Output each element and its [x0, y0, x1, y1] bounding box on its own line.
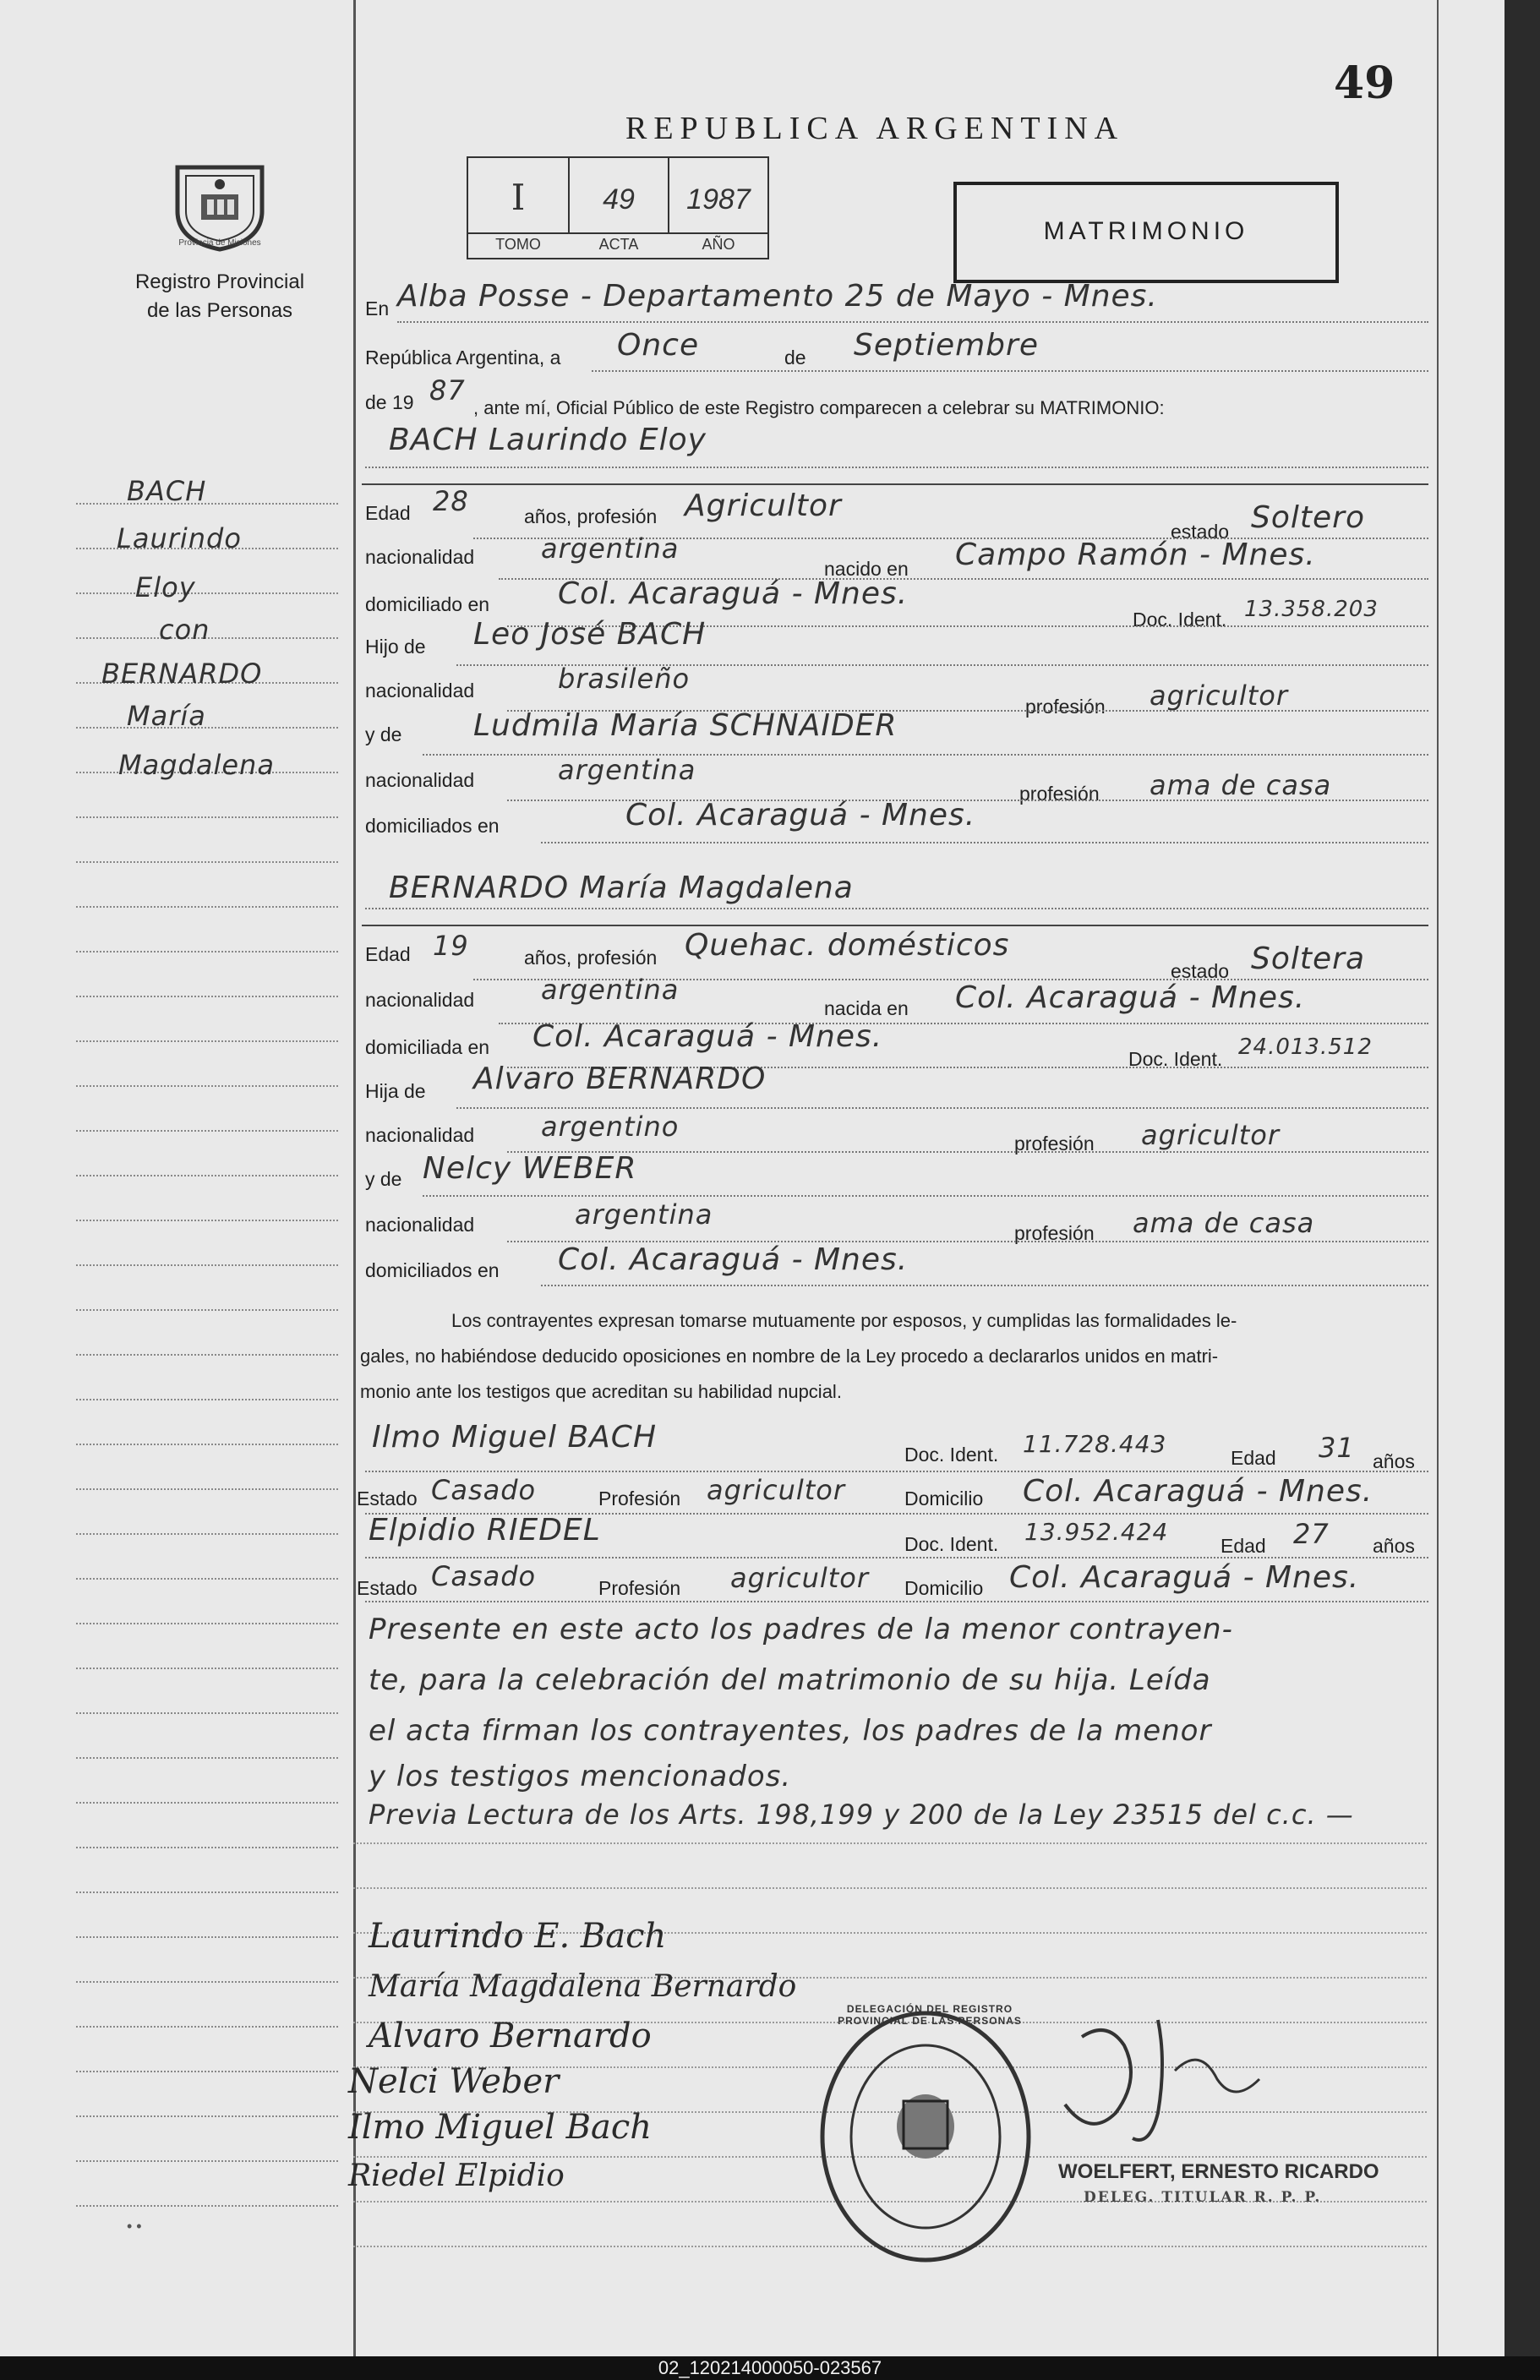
signature-5: Ilmo Miguel Bach	[348, 2108, 653, 2147]
groom-hijo-label: Hijo de	[365, 636, 426, 658]
witness1-line	[365, 1471, 1428, 1472]
bride-parents-dom-line	[541, 1285, 1428, 1286]
signature-3: Alvaro Bernardo	[369, 2017, 652, 2055]
registry-name-line2: de las Personas	[146, 299, 293, 322]
bride-separator	[362, 925, 1428, 926]
year-suffix: 87	[429, 374, 466, 407]
right-margin-rule	[1437, 0, 1439, 2356]
bride-hija-label: Hija de	[365, 1080, 426, 1102]
groom-dom-label: domiciliado en	[365, 593, 490, 615]
margin-ruled-line	[76, 2160, 338, 2162]
bride-father-nac-label: nacionalidad	[365, 1124, 475, 1146]
bride-yde-label: y de	[365, 1168, 402, 1190]
groom-nacido-label: nacido en	[824, 558, 909, 580]
margin-ruled-line	[76, 1399, 338, 1400]
witness2-doc: 13.952.424	[1024, 1518, 1169, 1546]
margin-ruled-line	[76, 1533, 338, 1535]
bride-mother-prof: ama de casa	[1133, 1207, 1315, 1239]
groom-anos-profesion-label: años, profesión	[524, 505, 658, 527]
note-line-1: Presente en este acto los padres de la menor contrayen-	[369, 1613, 1233, 1646]
groom-nac-label: nacionalidad	[365, 546, 475, 568]
margin-ruled-line	[76, 1936, 338, 1938]
date-line	[592, 370, 1428, 372]
acta-label: ACTA	[598, 236, 639, 253]
groom-father: Leo José BACH	[473, 617, 707, 652]
declaration-line-3: monio ante los testigos que acreditan su habilidad nupcial.	[360, 1381, 842, 1402]
bride-profesion: Quehac. domésticos	[685, 928, 1010, 963]
groom-doc: 13.358.203	[1244, 597, 1379, 622]
record-number-box	[467, 156, 769, 259]
margin-ruled-line	[76, 996, 338, 997]
official-title: DELEG. TITULAR R. P. P.	[1084, 2189, 1322, 2206]
witness2-anos-label: años	[1373, 1535, 1415, 1557]
day: Once	[617, 328, 700, 363]
intro-text: , ante mí, Oficial Público de este Registro comparecen a celebrar su MATRIMONIO:	[473, 397, 1165, 418]
groom-yde-label: y de	[365, 723, 402, 745]
margin-ruled-line	[76, 1668, 338, 1669]
bride-father-nac-line	[507, 1151, 1428, 1153]
registry-seal-label: Provincia de Misiones	[178, 238, 261, 248]
margin-name-6: María	[127, 700, 206, 732]
bride-estado-label: estado	[1171, 960, 1230, 982]
groom-mother-nac: argentina	[558, 754, 696, 786]
witness2-estado: Casado	[431, 1560, 537, 1592]
witness1-profesion: agricultor	[707, 1474, 846, 1506]
left-margin-rule	[353, 0, 356, 2356]
margin-name-4: con	[159, 614, 210, 646]
margin-ruled-line	[76, 861, 338, 863]
stamp-text: DELEGACIÓN DEL REGISTRO PROVINCIAL DE LAS PERSONAS	[838, 2003, 1022, 2027]
witness1-profesion-label: Profesión	[598, 1488, 681, 1509]
margin-ruled-line	[76, 1175, 338, 1176]
margin-name-3: Eloy	[135, 571, 196, 603]
groom-full-name: BACH Laurindo Eloy	[389, 423, 707, 457]
witness1-edad-label: Edad	[1231, 1447, 1276, 1469]
groom-parents-dom-label: domiciliados en	[365, 815, 500, 837]
month: Septiembre	[854, 328, 1039, 363]
groom-edad: 28	[433, 485, 469, 517]
margin-ruled-line	[76, 1891, 338, 1893]
witness2-edad-label: Edad	[1221, 1535, 1266, 1557]
bride-domicilio: Col. Acaraguá - Mnes.	[532, 1019, 883, 1054]
groom-nacionalidad: argentina	[541, 532, 680, 565]
declaration-line-2: gales, no habiéndose deducido oposiciones en nombre de la Ley procedo a declararlos unidos en matri-	[360, 1346, 1219, 1367]
tomo-label: TOMO	[495, 236, 541, 253]
witness2-line	[365, 1557, 1428, 1558]
bride-father-nac: argentino	[541, 1111, 680, 1143]
bride-mother: Nelcy WEBER	[423, 1151, 637, 1186]
bride-nacida: Col. Acaraguá - Mnes.	[955, 980, 1306, 1015]
groom-father-prof-label: profesión	[1025, 696, 1106, 718]
bride-father: Alvaro BERNARDO	[473, 1062, 767, 1096]
margin-ruled-line	[76, 2115, 338, 2117]
place: Alba Posse - Departamento 25 de Mayo - Mnes.	[397, 279, 1158, 314]
witness2-domicilio: Col. Acaraguá - Mnes.	[1009, 1560, 1360, 1595]
witness1-domicilio: Col. Acaraguá - Mnes.	[1023, 1474, 1373, 1509]
margin-ruled-line	[76, 727, 338, 729]
margin-ruled-line	[76, 1130, 338, 1132]
witness2-doc-label: Doc. Ident.	[904, 1533, 999, 1555]
de-year-prefix: de 19	[365, 391, 414, 413]
margin-ruled-line	[76, 1802, 338, 1804]
groom-father-nac: brasileño	[558, 663, 691, 695]
witness2-profesion-label: Profesión	[598, 1577, 681, 1599]
margin-ruled-line	[76, 1847, 338, 1848]
margin-ruled-line	[76, 2205, 338, 2207]
book-binding	[1505, 0, 1540, 2356]
bride-name-line	[365, 908, 1428, 909]
witness2-line-2	[365, 1601, 1428, 1602]
note-line-4: y los testigos mencionados.	[369, 1760, 792, 1793]
bride-full-name: BERNARDO María Magdalena	[389, 871, 854, 905]
bride-mother-line	[423, 1195, 1428, 1197]
witness1-estado: Casado	[431, 1474, 537, 1506]
groom-edad-label: Edad	[365, 502, 411, 524]
margin-ruled-line	[76, 1040, 338, 1042]
signature-1: Laurindo E. Bach	[369, 1917, 667, 1956]
margin-ruled-line	[76, 592, 338, 594]
witness1-doc-label: Doc. Ident.	[904, 1444, 999, 1466]
groom-father-prof: agricultor	[1150, 680, 1289, 712]
margin-ruled-line	[76, 1309, 338, 1311]
bride-mother-nac: argentina	[575, 1198, 713, 1231]
margin-ruled-line	[76, 1757, 338, 1759]
record-type-box	[953, 182, 1339, 283]
declaration-line-1: Los contrayentes expresan tomarse mutuamente por esposos, y cumplidas las formalidades le-	[451, 1310, 1237, 1331]
bride-edad-label: Edad	[365, 943, 411, 965]
margin-ruled-line	[76, 1981, 338, 1983]
de-label: de	[784, 347, 806, 368]
margin-name-2: Laurindo	[117, 522, 242, 554]
groom-parents-dom: Col. Acaraguá - Mnes.	[625, 798, 976, 832]
margin-ruled-line	[76, 1085, 338, 1087]
bride-mother-nac-label: nacionalidad	[365, 1214, 475, 1236]
registry-name-line1: Registro Provincial	[134, 270, 305, 293]
country-title: REPUBLICA ARGENTINA	[625, 111, 1125, 146]
margin-name-7: Magdalena	[118, 749, 275, 781]
note-line-3: el acta firman los contrayentes, los padres de la menor	[369, 1714, 1212, 1748]
margin-ruled-line	[76, 1220, 338, 1221]
bride-mother-prof-label: profesión	[1014, 1222, 1095, 1244]
bride-parents-dom-label: domiciliados en	[365, 1259, 500, 1281]
groom-estado: Soltero	[1251, 500, 1365, 535]
margin-ruled-line	[76, 951, 338, 953]
witness1-name: Ilmo Miguel BACH	[372, 1420, 658, 1455]
place-line	[397, 321, 1428, 323]
margin-ruled-line	[76, 1623, 338, 1624]
bride-anos-profesion-label: años, profesión	[524, 947, 658, 969]
witness2-domicilio-label: Domicilio	[904, 1577, 984, 1599]
official-stamp-icon	[818, 2008, 1033, 2265]
witness1-domicilio-label: Domicilio	[904, 1488, 984, 1509]
witness1-anos-label: años	[1373, 1450, 1415, 1472]
witness2-name: Elpidio RIEDEL	[369, 1513, 601, 1548]
witness2-estado-label: Estado	[357, 1577, 418, 1599]
signature-6: Riedel Elpidio	[348, 2159, 565, 2193]
record-type: MATRIMONIO	[1043, 217, 1249, 245]
en-label: En	[365, 298, 390, 319]
witness1-estado-label: Estado	[357, 1488, 418, 1509]
bride-father-prof-label: profesión	[1014, 1133, 1095, 1155]
witness1-doc: 11.728.443	[1023, 1430, 1167, 1458]
groom-name-line	[365, 467, 1428, 468]
groom-profesion: Agricultor	[685, 489, 842, 523]
official-signature-icon	[1031, 2012, 1310, 2155]
groom-nacido: Campo Ramón - Mnes.	[955, 538, 1316, 572]
bride-nacionalidad: argentina	[541, 974, 680, 1006]
republica-label: República Argentina, a	[365, 347, 561, 368]
groom-mother-prof: ama de casa	[1150, 769, 1332, 801]
bride-dom-label: domiciliada en	[365, 1036, 490, 1058]
margin-ruled-line	[76, 1488, 338, 1490]
bride-doc-label: Doc. Ident.	[1128, 1048, 1223, 1070]
margin-name-1: BACH	[127, 475, 207, 507]
left-footer-mark: • •	[127, 2218, 142, 2235]
groom-parents-dom-line	[541, 842, 1428, 843]
groom-father-nac-label: nacionalidad	[365, 680, 475, 701]
groom-doc-label: Doc. Ident.	[1133, 609, 1227, 630]
page-number: 49	[1334, 57, 1395, 109]
margin-ruled-line	[76, 1578, 338, 1580]
margin-name-5: BERNARDO	[101, 658, 263, 690]
bride-father-line	[456, 1107, 1428, 1109]
anio-value: 1987	[686, 183, 751, 216]
tomo-value: I	[511, 177, 526, 218]
witness1-edad: 31	[1319, 1432, 1355, 1464]
bride-estado: Soltera	[1251, 942, 1366, 976]
groom-mother: Ludmila María SCHNAIDER	[473, 708, 898, 743]
body-ruled-line	[353, 1887, 1427, 1889]
anio-label: AÑO	[702, 236, 735, 253]
acta-value: 49	[603, 183, 635, 216]
margin-ruled-line	[76, 1444, 338, 1445]
note-line-2: te, para la celebración del matrimonio de su hija. Leída	[369, 1663, 1211, 1697]
note-line-5: Previa Lectura de los Arts. 198,199 y 200 de la Ley 23515 del c.c. —	[369, 1799, 1354, 1831]
groom-estado-label: estado	[1171, 521, 1230, 543]
bride-doc: 24.013.512	[1238, 1034, 1373, 1060]
groom-mother-prof-label: profesión	[1019, 783, 1100, 805]
groom-mother-nac-label: nacionalidad	[365, 769, 475, 791]
margin-ruled-line	[76, 816, 338, 818]
official-name: WOELFERT, ERNESTO RICARDO	[1058, 2160, 1379, 2183]
margin-ruled-line	[76, 906, 338, 908]
margin-ruled-line	[76, 1264, 338, 1266]
bride-nacida-label: nacida en	[824, 997, 909, 1019]
margin-ruled-line	[76, 503, 338, 505]
margin-ruled-line	[76, 2026, 338, 2028]
margin-ruled-line	[76, 2071, 338, 2072]
margin-ruled-line	[76, 1712, 338, 1714]
bride-edad: 19	[433, 930, 469, 962]
signature-4: Nelci Weber	[348, 2062, 560, 2101]
witness2-profesion: agricultor	[730, 1562, 870, 1594]
margin-ruled-line	[76, 1354, 338, 1356]
image-caption: 02_120214000050-023567	[0, 2356, 1540, 2380]
groom-separator	[362, 483, 1428, 485]
bride-parents-dom: Col. Acaraguá - Mnes.	[558, 1242, 909, 1277]
signature-2: María Magdalena Bernardo	[369, 1969, 797, 2004]
groom-domicilio: Col. Acaraguá - Mnes.	[558, 576, 909, 611]
bride-nac-label: nacionalidad	[365, 989, 475, 1011]
witness2-edad: 27	[1293, 1518, 1330, 1550]
body-ruled-line	[353, 1842, 1427, 1844]
bride-father-prof: agricultor	[1141, 1119, 1281, 1151]
